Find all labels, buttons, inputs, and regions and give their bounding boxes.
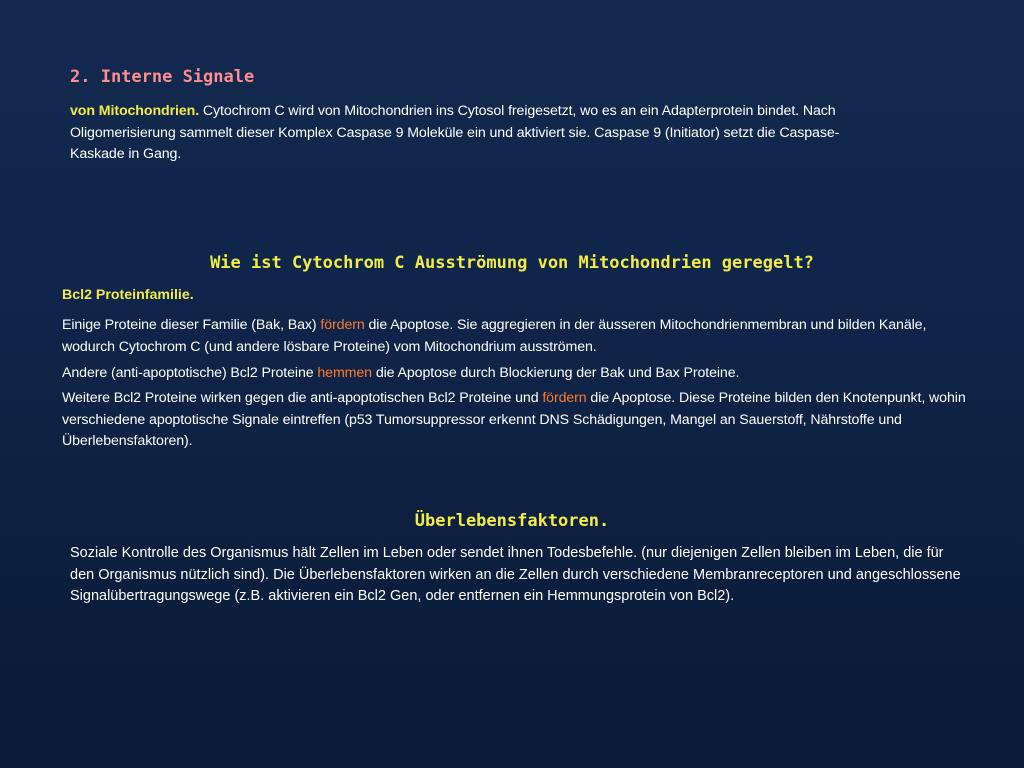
section-subheading-bcl2: Bcl2 Proteinfamilie. [62, 287, 194, 303]
highlight-word: fördern [542, 390, 587, 406]
section-paragraph-mitochondria [70, 101, 860, 166]
section-paragraph-survival-factors: Soziale Kontrolle des Organismus hält Zellen im Leben oder sendet ihnen Todesbefehle. (nur diejenigen Zellen bleiben im Leben, die für den Organismus nützlich sind). Die Überlebensfaktoren wirken an die Zellen durch verschiedene Membranreceptoren und angeschlossene Signalübertragungswege (z.B. aktivieren ein Bcl2 Gen, oder entfernen ein Hemmungsprotein von Bcl2). [70, 545, 961, 604]
paragraph-text: Cytochrom C wird von Mitochondrien ins Cytosol freigesetzt, wo es an ein Adapterprotein bindet. Nach Oligomerisierung sammelt dieser Komplex Caspase 9 Moleküle ein und aktiviert sie. Caspase 9 (Initiator) setzt die Caspase-Kaskade in Gang. [70, 103, 840, 162]
section-heading-internal-signals: 2. Interne Signale [70, 67, 255, 87]
paragraph-bcl2-promote [62, 315, 982, 358]
paragraph-text: Weitere Bcl2 Proteine wirken gegen die anti-apoptotischen Bcl2 Proteine und [62, 390, 543, 406]
paragraph-text: Andere (anti-apoptotische) Bcl2 Proteine [62, 365, 318, 381]
paragraph-bcl2-counter [62, 388, 982, 453]
highlight-word: hemmen [317, 365, 372, 381]
paragraph-text: die Apoptose. Diese Proteine bilden den Knotenpunkt, wohin verschiedene apoptotische Signale eintreffen (p53 Tumorsuppressor erkennt DNS Schädigungen, Mangel an Sauerstoff, Nährstoffe und Überlebensfaktoren). [62, 390, 966, 449]
paragraph-text: Einige Proteine dieser Familie (Bak, Bax) [62, 317, 321, 333]
highlight-word: fördern [320, 317, 365, 333]
paragraph-text: die Apoptose. Sie aggregieren in der äusseren Mitochondrienmembran und bilden Kanäle, wodurch Cytochrom C (und andere lösbare Proteine) vom Mitochondrium ausströmen. [62, 317, 927, 355]
section-heading-survival-factors: Überlebensfaktoren. [414, 511, 610, 531]
paragraph-text: die Apoptose durch Blockierung der Bak und Bax Proteine. [371, 365, 740, 381]
lead-text: von Mitochondrien. [70, 103, 200, 119]
section-question-heading: Wie ist Cytochrom C Ausströmung von Mitochondrien geregelt? [210, 253, 814, 273]
paragraph-bcl2-inhibit [62, 363, 982, 385]
